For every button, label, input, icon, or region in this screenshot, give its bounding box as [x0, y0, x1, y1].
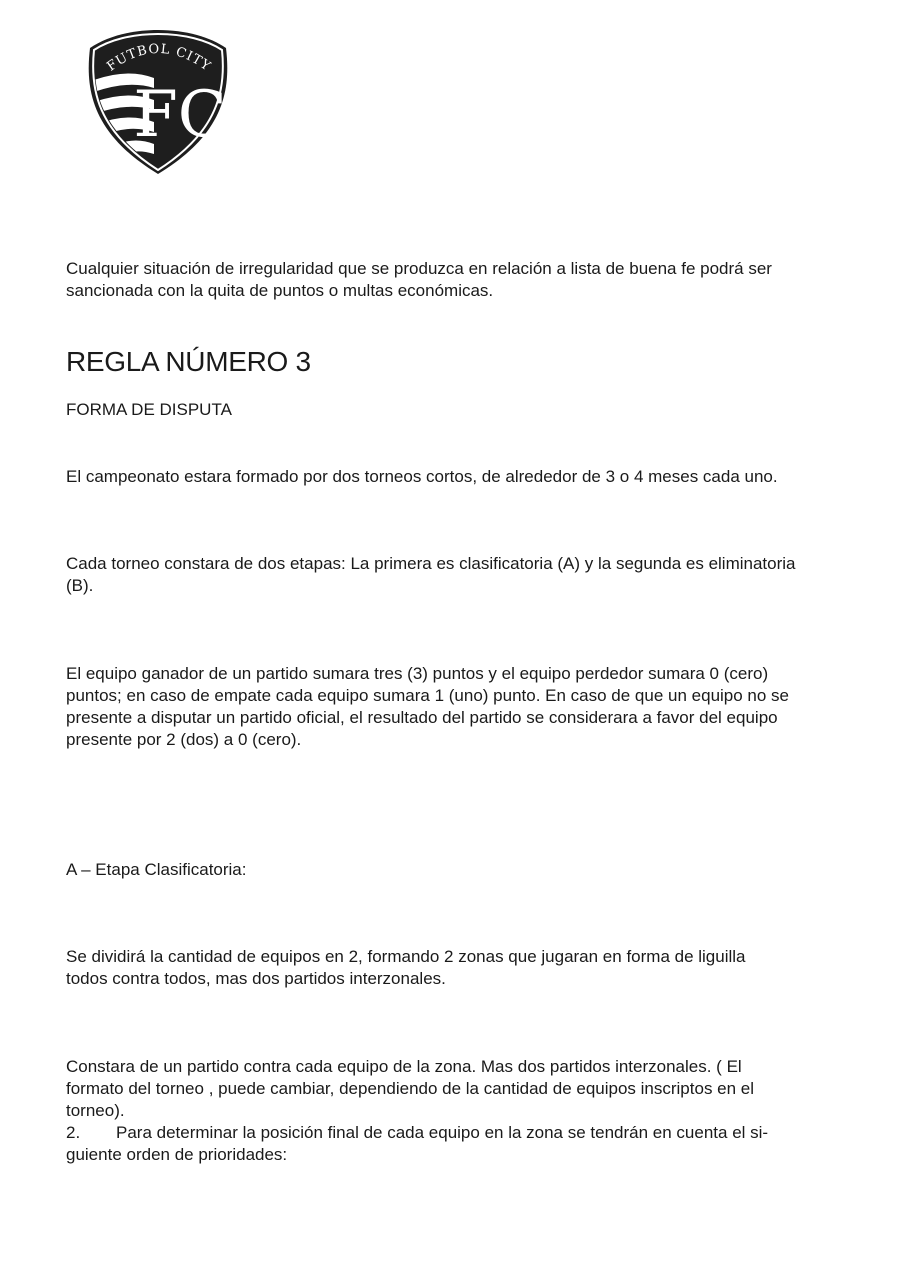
paragraph-points — [66, 663, 846, 751]
section-a-heading: A – Etapa Clasificatoria: — [66, 860, 247, 879]
paragraph-stages — [66, 553, 846, 597]
paragraph-tournaments: El campeonato estara formado por dos torneos cortos, de alrededor de 3 o 4 meses cada uno. — [66, 467, 778, 486]
logo-arc-text: FUTBOL CITY — [104, 41, 214, 75]
list-item-number: 2. — [66, 1123, 81, 1142]
intro-line: Cualquier situación de irregularidad que se produzca en relación a lista de buena fe podrá ser — [66, 259, 772, 278]
paragraph-line: Para determinar la posición final de cada equipo en la zona se tendrán en cuenta el si- — [116, 1123, 769, 1142]
paragraph-format — [66, 1056, 846, 1166]
paragraph-line: formato del torneo , puede cambiar, dependiendo de la cantidad de equipos inscriptos en el — [66, 1079, 755, 1098]
logo-monogram: FC — [133, 78, 227, 152]
paragraph-line: puntos; en caso de empate cada equipo sumara 1 (uno) punto. En caso de que un equipo no se — [66, 686, 790, 705]
paragraph-zones — [66, 946, 846, 990]
paragraph-line: Constara de un partido contra cada equipo de la zona. Mas dos partidos interzonales. ( El — [66, 1057, 742, 1076]
paragraph-line: Se dividirá la cantidad de equipos en 2, formando 2 zonas que jugaran en forma de liguilla — [66, 947, 746, 966]
rule-title: REGLA NÚMERO 3 — [66, 346, 311, 377]
crest-shield-icon — [88, 28, 228, 174]
paragraph-line: presente a disputar un partido oficial, el resultado del partido se considerara a favor del equipo — [66, 708, 778, 727]
intro-line: sancionada con la quita de puntos o multas económicas. — [66, 281, 494, 300]
paragraph-line: Cada torneo constara de dos etapas: La primera es clasificatoria (A) y la segunda es eliminatoria — [66, 554, 796, 573]
paragraph-line: todos contra todos, mas dos partidos interzonales. — [66, 969, 446, 988]
intro-paragraph — [66, 258, 846, 302]
paragraph-line: torneo). — [66, 1101, 125, 1120]
rule-subtitle: FORMA DE DISPUTA — [66, 400, 232, 419]
paragraph-line: presente por 2 (dos) a 0 (cero). — [66, 730, 302, 749]
paragraph-line: (B). — [66, 576, 94, 595]
paragraph-line: guiente orden de prioridades: — [66, 1145, 288, 1164]
paragraph-line: El equipo ganador de un partido sumara tres (3) puntos y el equipo perdedor sumara 0 (cero) — [66, 664, 769, 683]
